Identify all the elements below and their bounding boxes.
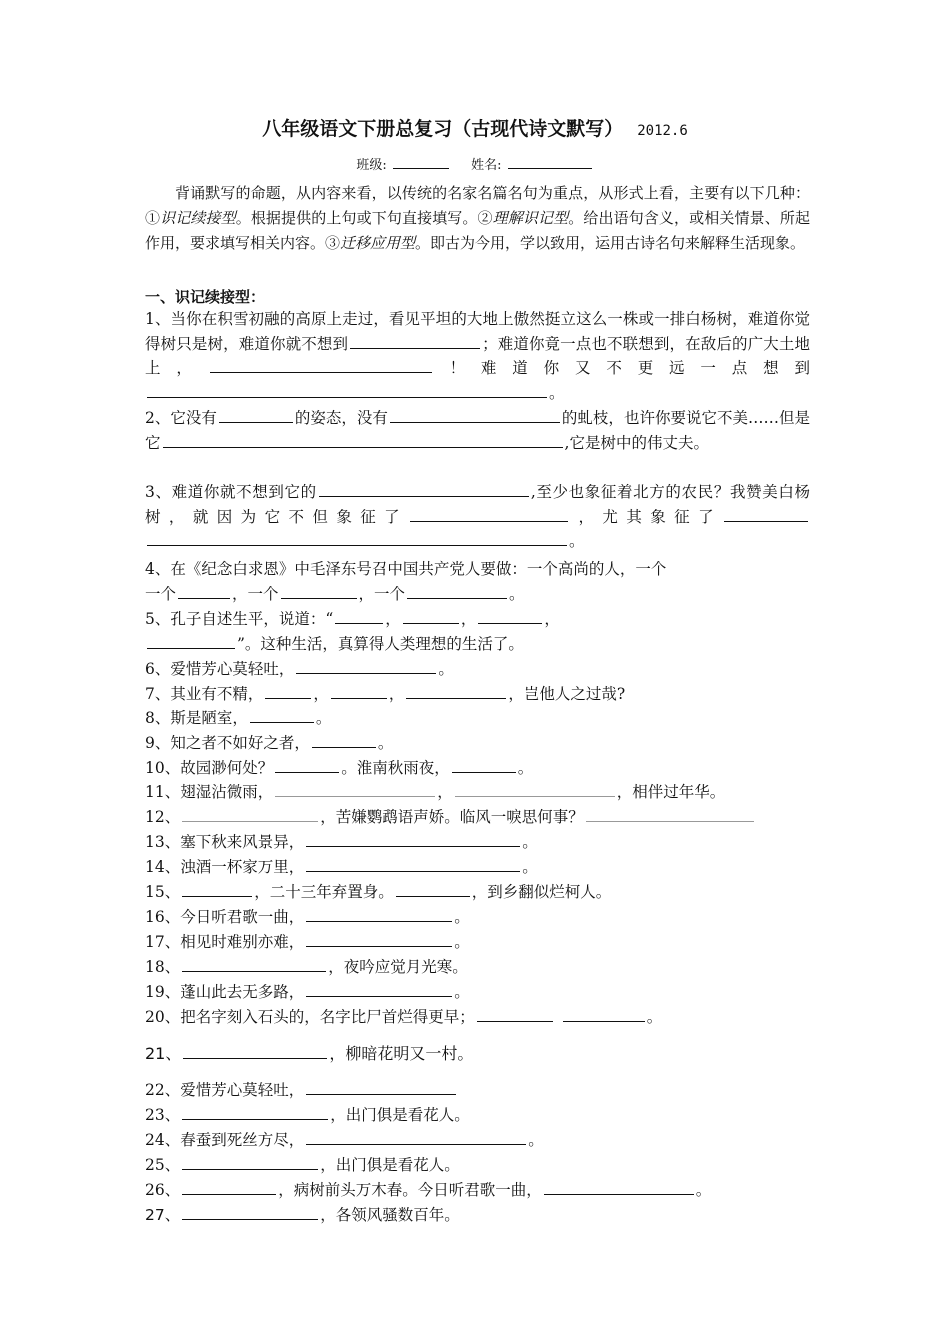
q4-text-d: 。: [509, 584, 525, 603]
q13-blank-1[interactable]: [306, 832, 520, 847]
q4-text-c: ，一个: [358, 584, 406, 603]
q15-blank-2[interactable]: [396, 882, 470, 897]
question-25: [145, 1153, 810, 1178]
q27-text-b: ，各领风骚数百年。: [320, 1206, 460, 1224]
question-20: [145, 1005, 810, 1030]
intro-type-3: 迁移应用型: [340, 234, 416, 252]
question-3: [145, 480, 810, 554]
q27-text-a: 27、: [145, 1206, 181, 1224]
q11-text-a: 11、翅湿沾微雨，: [145, 783, 274, 801]
q24-text-a: 24、春蚕到死丝方尽，: [145, 1131, 305, 1149]
question-22: [145, 1078, 810, 1103]
q1-blank-2[interactable]: [210, 358, 432, 373]
q4-text-a: 4、在《纪念白求恩》中毛泽东号召中国共产党人要做：一个高尚的人，一个: [145, 560, 667, 578]
q20-text-a: 20、把名字刻入石头的，名字比尸首烂得更早；: [145, 1008, 475, 1026]
q13-text-b: 。: [522, 833, 538, 851]
q10-text-a: 10、故园渺何处？: [145, 759, 274, 777]
q6-blank-1[interactable]: [296, 659, 436, 674]
question-21: [145, 1042, 810, 1067]
q5-blank-3[interactable]: [478, 609, 542, 624]
q10-text-b: 。淮南秋雨夜，: [341, 759, 450, 777]
q12-text-a: 12、: [145, 808, 181, 826]
intro-text-3: 。给出语句含义，或相关情景、所起作用，要求填写相关内容。③: [145, 209, 810, 252]
q6-text-a: 6、爱惜芳心莫轻吐，: [145, 660, 295, 678]
q11-blank-2[interactable]: [455, 782, 615, 797]
q10-blank-1[interactable]: [275, 758, 339, 773]
question-17: [145, 930, 810, 955]
question-8: [145, 706, 810, 731]
title-text: 八年级语文下册总复习（古现代诗文默写）: [262, 118, 624, 140]
q15-blank-1[interactable]: [182, 882, 252, 897]
q21-text-a: 21、: [145, 1044, 182, 1063]
q27-blank-1[interactable]: [182, 1205, 318, 1220]
q4-blank-1[interactable]: [178, 584, 230, 599]
q10-blank-2[interactable]: [452, 758, 516, 773]
q8-text-b: 。: [315, 709, 332, 727]
q3-text-a: 3、难道你就不想到它的: [145, 483, 317, 501]
q4-text-b: ，一个: [232, 584, 279, 603]
question-24: [145, 1128, 810, 1153]
q9-blank-1[interactable]: [312, 733, 376, 748]
q14-text-b: 。: [522, 858, 538, 876]
q10-text-c: 。: [517, 759, 534, 777]
q2-text-a: 2、它没有: [145, 409, 217, 427]
q14-text-a: 14、浊酒一杯家万里，: [145, 858, 305, 876]
intro-type-2: 理解识记型: [492, 209, 569, 227]
q26-text-b: ，病树前头万木春。今日听君歌一曲，: [278, 1181, 542, 1199]
title-date: 2012.6: [637, 123, 688, 139]
q3-text-d: 。: [569, 532, 585, 550]
q8-blank-1[interactable]: [250, 708, 314, 723]
question-14: [145, 855, 810, 880]
q5-sep-1: ，: [385, 610, 401, 628]
q23-blank-1[interactable]: [182, 1105, 328, 1120]
q23-text-a: 23、: [145, 1106, 181, 1124]
q11-text-b: ，: [437, 783, 453, 801]
q7-sep-2: ，: [388, 685, 405, 703]
question-16: [145, 905, 810, 930]
q21-text-b: ，柳暗花明又一村。: [329, 1044, 474, 1063]
q4-text-line2: 一个: [145, 584, 177, 603]
q16-blank-1[interactable]: [306, 907, 452, 922]
q6-text-b: 。: [438, 660, 454, 678]
class-blank[interactable]: [393, 154, 449, 169]
question-10: [145, 756, 810, 781]
q5-blank-4[interactable]: [147, 634, 235, 649]
name-label: 姓名:: [471, 158, 502, 173]
q12-blank-1[interactable]: [182, 807, 318, 822]
q20-text-b: 。: [646, 1008, 663, 1026]
q26-blank-2[interactable]: [544, 1180, 694, 1195]
q11-text-c: ，相伴过年华。: [616, 783, 726, 801]
q5-blank-1[interactable]: [335, 609, 383, 624]
q16-text-a: 16、今日听君歌一曲，: [145, 908, 305, 926]
q3-blank-2[interactable]: [410, 507, 568, 522]
q3-blank-1[interactable]: [319, 482, 529, 497]
q1-text-d: 。: [549, 383, 565, 402]
q2-blank-3[interactable]: [163, 433, 563, 448]
intro-text-4: 。即古为今用，学以致用，运用古诗名句来解释生活现象。: [415, 234, 806, 252]
q15-text-a: 15、: [145, 883, 181, 901]
q25-text-a: 25、: [145, 1156, 181, 1174]
question-23: [145, 1103, 810, 1128]
q3-blank-3[interactable]: [724, 507, 808, 522]
q18-blank-1[interactable]: [182, 957, 326, 972]
q8-text-a: 8、斯是陋室，: [145, 709, 248, 727]
q22-text-a: 22、爱惜芳心莫轻吐，: [145, 1081, 305, 1099]
q15-text-b: ，二十三年弃置身。: [254, 883, 394, 901]
q26-text-a: 26、: [145, 1181, 181, 1199]
q1-blank-1[interactable]: [350, 334, 480, 349]
question-15: [145, 880, 810, 905]
q12-blank-2[interactable]: [586, 807, 754, 822]
intro-text-1: 背诵默写的命题，从内容来看，以传统的名家名篇名句为重点，从形式上看，主要有以下几种：①: [145, 184, 810, 227]
q2-blank-2[interactable]: [390, 408, 560, 423]
q26-blank-1[interactable]: [182, 1180, 276, 1195]
q19-text-b: 。: [454, 983, 470, 1001]
q3-text-c: ，尤其象征了: [570, 507, 722, 526]
q5-sep-2: ，: [460, 610, 477, 628]
q7-blank-2[interactable]: [331, 684, 387, 699]
question-13: [145, 830, 810, 855]
q23-text-b: ，出门俱是看花人。: [330, 1106, 470, 1124]
question-12: [145, 805, 810, 830]
q18-text-a: 18、: [145, 958, 181, 976]
q5-text-b: ”。这种生活，真算得人类理想的生活了。: [237, 634, 524, 653]
q16-text-b: 。: [454, 908, 470, 926]
intro-paragraph: [145, 181, 810, 256]
question-1: [145, 307, 810, 405]
q20-blank-2[interactable]: [563, 1007, 645, 1022]
class-name-line: [0, 154, 950, 173]
q11-blank-1[interactable]: [275, 782, 435, 797]
intro-text-2: 。根据提供的上句或下句直接填写。②: [235, 209, 493, 227]
q19-blank-1[interactable]: [306, 982, 452, 997]
q13-text-a: 13、塞下秋来风景异，: [145, 833, 305, 851]
q5-blank-2[interactable]: [403, 609, 459, 624]
q12-text-b: ，苦嫌鹦鹉语声娇。临风一唳思何事？: [320, 808, 584, 826]
q7-blank-1[interactable]: [265, 684, 311, 699]
q17-blank-1[interactable]: [306, 932, 452, 947]
q25-blank-1[interactable]: [182, 1155, 318, 1170]
question-26: [145, 1178, 810, 1203]
q1-text-b: ；难道你竟一点也不联想到，在敌后的广大土地上，: [145, 334, 810, 377]
question-11: [145, 780, 810, 805]
class-label: 班级:: [356, 158, 387, 173]
q5-text-a: 5、孔子自述生平，说道：“: [145, 610, 334, 628]
q9-text-a: 9、知之者不如好之者，: [145, 734, 310, 752]
q5-sep-3: ，: [544, 610, 560, 628]
question-27: [145, 1203, 810, 1228]
q24-text-b: 。: [528, 1131, 544, 1149]
q2-text-d: ,它是树中的伟丈夫。: [564, 433, 709, 452]
q21-blank-1[interactable]: [183, 1044, 327, 1059]
q22-blank-1[interactable]: [306, 1080, 456, 1095]
question-18: [145, 955, 810, 980]
q1-text-c: ！难道你又不更远一点想到: [433, 359, 810, 377]
q15-text-c: ，到乡翻似烂柯人。: [471, 883, 612, 901]
question-4: [145, 557, 810, 606]
question-2: [145, 406, 810, 455]
q4-blank-3[interactable]: [407, 584, 507, 599]
q7-sep: ，: [313, 685, 329, 703]
question-5: [145, 607, 810, 656]
q3-blank-4[interactable]: [147, 531, 567, 546]
q24-blank-1[interactable]: [306, 1130, 526, 1145]
q4-blank-2[interactable]: [281, 584, 357, 599]
q1-blank-3[interactable]: [147, 383, 547, 398]
name-blank[interactable]: [508, 154, 592, 169]
q1-text-a: 1、当你在积雪初融的高原上走过，看见平坦的大地上傲然挺立这么一株或一排白杨树，难道你觉得树只是树，难道你就不想到: [145, 310, 810, 353]
q7-text-b: ，岂他人之过哉?: [508, 685, 626, 703]
q2-blank-1[interactable]: [219, 408, 293, 423]
q2-text-b: 的姿态，没有: [294, 409, 388, 427]
q3-text-b: ,至少也象征着北方的农民？我赞美白杨树，就因为它不但象征了: [145, 483, 810, 526]
q26-text-c: 。: [695, 1181, 712, 1199]
q20-blank-1[interactable]: [477, 1007, 553, 1022]
page-title: [0, 114, 950, 141]
q18-text-b: ，夜吟应觉月光寒。: [328, 958, 468, 976]
q19-text-a: 19、蓬山此去无多路，: [145, 983, 305, 1001]
q17-text-a: 17、相见时难别亦难，: [145, 933, 305, 951]
q14-blank-1[interactable]: [306, 857, 520, 872]
q7-blank-3[interactable]: [406, 684, 506, 699]
q7-text-a: 7、其业有不精，: [145, 685, 264, 703]
question-19: [145, 980, 810, 1005]
intro-type-1: 识记续接型: [160, 209, 236, 227]
q25-text-b: ，出门俱是看花人。: [320, 1156, 460, 1174]
q2-text-c: 的虬枝，也许你要说它不美……但是它: [145, 409, 810, 452]
question-9: [145, 731, 810, 756]
q9-text-b: 。: [377, 734, 394, 752]
question-7: [145, 682, 810, 707]
question-6: [145, 657, 810, 682]
section-heading: 一、识记续接型：: [145, 288, 266, 306]
q17-text-b: 。: [454, 933, 470, 951]
